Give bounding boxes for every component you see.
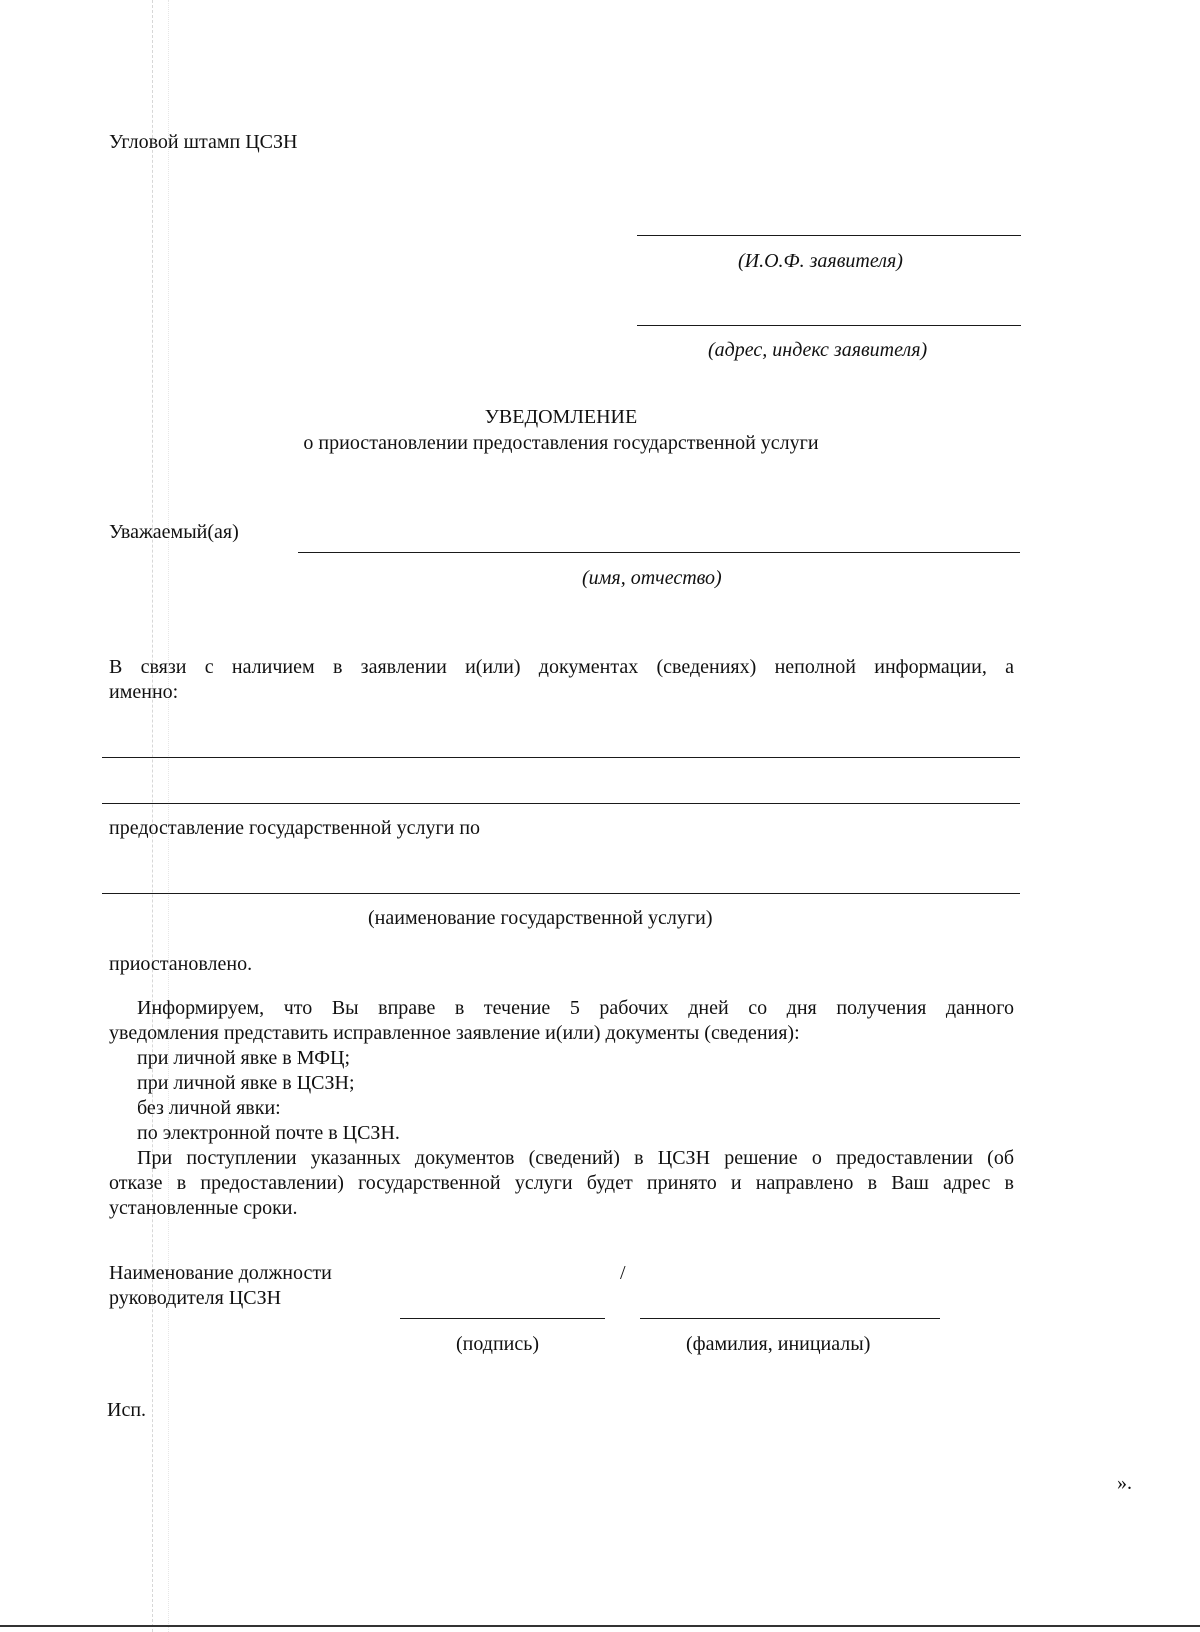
- closing-quote-mark: ».: [1117, 1472, 1132, 1494]
- info-para2-line2: отказе в предоставлении) государственной услуги будет принято и направлено в Ваш адрес в: [109, 1172, 1014, 1194]
- reason-fill-line-2: [102, 803, 1020, 804]
- signature-separator: /: [620, 1262, 626, 1284]
- info-para1-line2: уведомления представить исправленное заявление и(или) документы (сведения):: [109, 1022, 800, 1044]
- recipient-name-line: [637, 235, 1021, 236]
- document-title: УВЕДОМЛЕНИЕ: [484, 406, 638, 428]
- submission-option-cszn: при личной явке в ЦСЗН;: [137, 1072, 355, 1094]
- recipient-address-line: [637, 325, 1021, 326]
- recipient-name-caption: (И.О.Ф. заявителя): [738, 250, 903, 272]
- recipient-address-caption: (адрес, индекс заявителя): [708, 339, 928, 361]
- signatory-name-caption: (фамилия, инициалы): [686, 1333, 871, 1355]
- service-name-caption: (наименование государственной услуги): [368, 907, 713, 929]
- info-para2-line1: При поступлении указанных документов (сведений) в ЦСЗН решение о предоставлении (об: [137, 1147, 1014, 1169]
- submission-option-mfc: при личной явке в МФЦ;: [137, 1047, 351, 1069]
- reason-fill-line-1: [102, 757, 1020, 758]
- service-suspended: приостановлено.: [109, 953, 253, 975]
- page-bottom-edge: [0, 1625, 1200, 1627]
- signatory-name-line: [640, 1318, 940, 1319]
- signatory-position-line1: Наименование должности: [109, 1262, 332, 1284]
- signatory-position-line2: руководителя ЦСЗН: [109, 1287, 282, 1309]
- executor-label: Исп.: [107, 1399, 147, 1421]
- reason-text-line2: именно:: [109, 681, 179, 703]
- document-subtitle: о приостановлении предоставления государственной услуги: [303, 432, 819, 454]
- reason-text-line1: В связи с наличием в заявлении и(или) документах (сведениях) неполной информации, а: [109, 656, 1014, 678]
- signature-caption: (подпись): [456, 1333, 540, 1355]
- salutation-label: Уважаемый(ая): [109, 521, 239, 543]
- info-para1-line1: Информируем, что Вы вправе в течение 5 рабочих дней со дня получения данного: [137, 997, 1014, 1019]
- salutation-name-line: [298, 552, 1020, 553]
- corner-stamp-label: Угловой штамп ЦСЗН: [109, 131, 298, 153]
- submission-option-remote: без личной явки:: [137, 1097, 281, 1119]
- salutation-caption: (имя, отчество): [582, 567, 722, 589]
- submission-option-email: по электронной почте в ЦСЗН.: [137, 1122, 400, 1144]
- service-intro: предоставление государственной услуги по: [109, 817, 481, 839]
- service-name-line: [102, 893, 1020, 894]
- info-para2-line3: установленные сроки.: [109, 1197, 298, 1219]
- signature-line: [400, 1318, 605, 1319]
